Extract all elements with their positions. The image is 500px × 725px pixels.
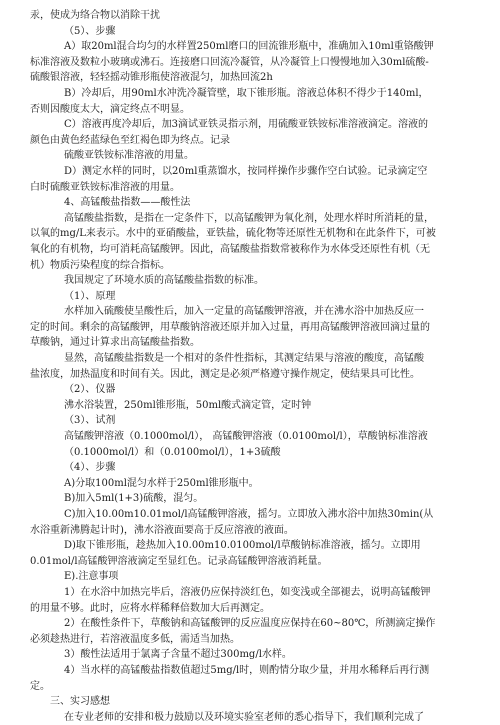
text-line: 定。 — [30, 680, 50, 692]
text-line: 3）酸性法适用于氯离子含量不超过300mg/l水样。 — [64, 649, 292, 661]
section-heading: （5）、步骤 — [64, 25, 116, 37]
text-line: 定的时间。剩余的高锰酸钾，用草酸钠溶液还原并加入过量，再用高锰酸钾溶液回滴过量的 — [30, 321, 430, 333]
text-line: 以氧的mg/L来表示。水中的亚硝酸盐，亚铁盐，硫化物等还原性无机物和在此条件下，可被 — [30, 228, 436, 240]
section-heading: （3）、试剂 — [64, 415, 116, 427]
text-line: B)加入5ml(1+3)硫酸，混匀。 — [64, 493, 204, 505]
text-line: 机）物质污染程度的综合指标。 — [30, 259, 170, 271]
text-line: D)取下锥形瓶，趁热加入10.00m10.0100mol/l草酸钠标准溶液，摇匀。立即用 — [64, 540, 421, 552]
section-heading: E).注意事项 — [64, 571, 119, 583]
text-line: 高锰酸钾溶液（0.1000mol/l）， 高锰酸钾溶液（0.0100mol/l），草酸钠标准溶液 — [64, 431, 428, 443]
text-line: 1）在水浴中加热完毕后，溶液仍应保持淡红色，如变浅或全部褪去，说明高锰酸钾 — [64, 586, 431, 598]
text-line: 否则因酸度太大，滴定终点不明显。 — [30, 103, 190, 115]
text-line: 标准溶液及数粒小玻璃或沸石。连接磨口回流冷凝管，从冷凝管上口慢慢地加入30ml硫酸- — [30, 56, 429, 68]
text-line: 在专业老师的安排和极力鼓励以及环境实验室老师的悉心指导下，我们顺利完成了 — [64, 711, 424, 723]
text-line: 4）当水样的高锰酸盐指数值超过5mg/l时，则酌情分取少量，并用水稀释后再行测 — [64, 664, 430, 676]
text-line: C）溶液再度冷却后，加3滴试亚铁灵指示剂，用硫酸亚铁铵标准溶液滴定。溶液的 — [64, 119, 429, 131]
section-heading: （1）、原理 — [64, 290, 116, 302]
text-line: 沸水浴装置，250ml锥形瓶，50ml酸式滴定管，定时钟 — [64, 399, 312, 411]
text-line: A）取20ml混合均匀的水样置250ml磨口的回流锥形瓶中，准确加入10ml重铬酸钾 — [64, 41, 434, 53]
section-heading: （4）、步骤 — [64, 462, 116, 474]
text-line: 2）在酸性条件下，草酸钠和高锰酸钾的反应温度应保持在60~80℃，所测滴定操作 — [64, 618, 436, 630]
text-line: C)加入10.00m10.01mol/l高锰酸钾溶液，摇匀。立即放入沸水浴中加热30min(从 — [64, 509, 434, 520]
text-line: 硫酸亚铁铵标准溶液的用量。 — [64, 150, 194, 162]
section-heading: 4、高锰酸盐指数——酸性法 — [64, 197, 191, 209]
text-line: 水样加入硫酸使呈酸性后，加入一定量的高锰酸钾溶液，并在沸水浴中加热反应一 — [64, 306, 424, 318]
text-line: 显然，高锰酸盐指数是一个相对的条件性指标，其测定结果与溶液的酸度，高锰酸 — [64, 353, 424, 365]
text-line: B）冷却后，用90ml水冲洗冷凝管壁，取下锥形瓶。溶液总体积不得少于140ml， — [64, 87, 429, 99]
text-line: 我国规定了环境水质的高锰酸盐指数的标准。 — [64, 275, 264, 287]
text-line: D）测定水样的同时，以20ml重蒸馏水，按同样操作步骤作空白试验。记录滴定空 — [64, 165, 428, 177]
text-line: 0.01mol/l高锰酸钾溶液滴定至显红色。记录高锰酸钾溶液消耗量。 — [30, 555, 328, 567]
text-line: 盐浓度，加热温度和时间有关。因此，测定是必须严格遵守操作规定，使结果具可比性。 — [30, 368, 420, 380]
text-line: 硫酸银溶液，轻轻摇动锥形瓶使溶液混匀，加热回流2h — [30, 72, 273, 84]
text-line: 必须趁热进行，若溶液温度多低，需适当加热。 — [30, 633, 240, 645]
text-line: 颜色由黄色经蓝绿色至红褐色即为终点。记录 — [30, 134, 230, 146]
text-line: 汞，使成为络合物以消除干扰 — [30, 10, 160, 21]
text-line: 白时硫酸亚铁铵标准溶液的用量。 — [30, 181, 180, 193]
text-line: A)分取100ml混匀水样于250ml锥形瓶中。 — [64, 477, 259, 489]
section-heading: （2）、仪器 — [64, 384, 116, 396]
text-line: 水浴重新沸腾起计时)，沸水浴液面要高于反应溶液的液面。 — [30, 524, 294, 536]
text-line: （0.1000mol/l）和（0.0100mol/l），1+3硫酸 — [64, 446, 281, 458]
text-line: 的用量不够。此时，应将水样稀释倍数加大后再测定。 — [30, 602, 270, 614]
text-line: 草酸钠，通过计算求出高锰酸盐指数。 — [30, 337, 200, 349]
text-line: 氧化的有机物，均可消耗高锰酸钾。因此，高锰酸盐指数常被称作为水体受还原性有机（无 — [30, 243, 430, 255]
section-heading: 三、实习感想 — [50, 696, 110, 708]
text-line: 高锰酸盐指数，是指在一定条件下，以高锰酸钾为氧化剂，处理水样时所消耗的量， — [64, 212, 434, 224]
